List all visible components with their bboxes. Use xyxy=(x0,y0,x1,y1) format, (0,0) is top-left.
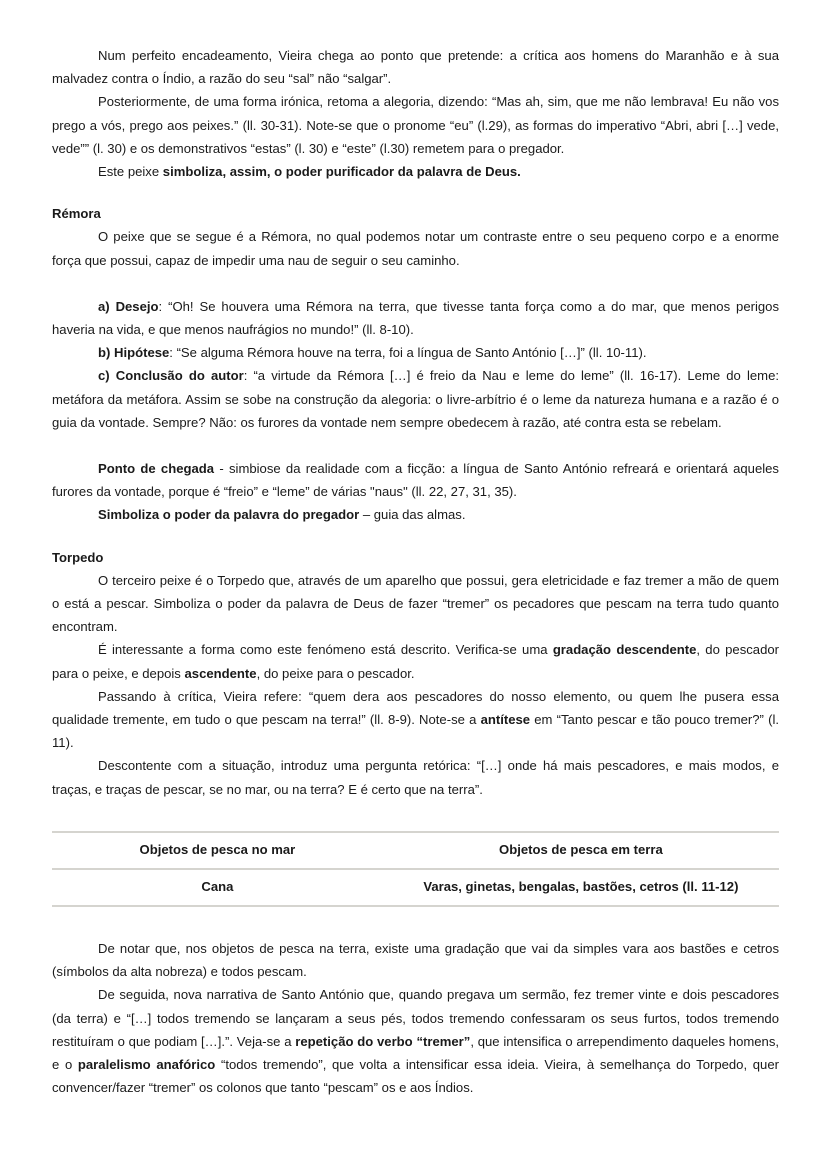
document-body xyxy=(52,44,779,1099)
de-seguida-d: “todos tremendo”, que volta a intensificar essa ideia. Vieira, à semelhança do Torpedo, quer convencer/fazer “tremer” os colonos que tanto “pescam” os e aos Índios. xyxy=(52,1056,779,1096)
paragraph-remora-conclusao xyxy=(52,364,779,434)
de-seguida-repeticao: repetição do verbo “tremer” xyxy=(295,1033,471,1049)
paragraph-de-notar xyxy=(52,937,779,983)
torpedo-critica-antitese: antítese xyxy=(480,712,531,728)
torpedo-critica-a: Passando à crítica, Vieira refere: “quem dera aos pescadores do nosso elemento, ou quem lhe pusera essa qualidade tremente, em tudo o que pescam na terra!” (ll. 8-9). Note-se a xyxy=(52,688,779,728)
remora-desejo-text: : “Oh! Se houvera uma Rémora na terra, que tivesse tanta força como a do mar, que menos perigos haveria na vida, e que menos naufrágios no mundo!” (ll. 8-10). xyxy=(52,298,780,338)
paragraph-remora-intro xyxy=(52,225,779,271)
torpedo-gradacao-ascendente: ascendente xyxy=(184,665,257,681)
torpedo-gradacao-a: É interessante a forma como este fenómeno está descrito. Verifica-se uma xyxy=(98,642,553,658)
table-header-terra: Objetos de pesca em terra xyxy=(499,841,663,857)
de-seguida-a: De seguida, nova narrativa de Santo António que, quando pregava um sermão, fez tremer vinte e dois pescadores (da terra) e “[…] todos tremendo se lançaram a seus pés, todos tremendo confessaram os seus furtos, todos tremendo restituíram o que podiam […].”. Veja-se a xyxy=(52,987,779,1049)
spacer-before-desejo xyxy=(52,272,779,295)
remora-conclusao-label: c) Conclusão do autor xyxy=(98,368,244,384)
torpedo-intro-text: O terceiro peixe é o Torpedo que, através de um aparelho que possui, gera eletricidade e faz tremer a mão de quem o está a pescar. Simboliza o poder da palavra de Deus de fazer “tremer” os pecadores que pescam na terra tudo quanto encontram. xyxy=(52,572,779,635)
torpedo-critica-c: em “Tanto pescar e tão pouco tremer?” (l. 11). xyxy=(52,712,779,751)
ponto-chegada-label: Ponto de chegada xyxy=(98,461,215,477)
spacer-after-table xyxy=(52,907,779,937)
remora-hipotese-label: b) Hipótese xyxy=(98,345,170,361)
paragraph-este-peixe xyxy=(52,160,779,183)
table-header-row xyxy=(52,832,779,869)
spacer-before-ponto-chegada xyxy=(52,434,779,457)
table-row xyxy=(52,869,779,906)
paragraph-de-seguida xyxy=(52,983,779,1099)
remora-desejo-label: a) Desejo xyxy=(98,298,159,314)
de-seguida-paralelismo: paralelismo anafórico xyxy=(77,1056,216,1072)
torpedo-gradacao-descendente: gradação descendente xyxy=(552,642,697,658)
remora-conclusao-text: : “a virtude da Rémora […] é freio da Nau e leme do leme” (ll. 16-17). Leme do leme: metáfora da metáfora. Assim se sobe na construção da alegoria: o livre-arbítrio é o leme da natureza humana e a razão é o guia da vontade. Sempre? Não: os furores da vontade nem sempre obedecem à razão, até contra esta se rebelam. xyxy=(52,368,779,430)
spacer-before-torpedo xyxy=(52,527,779,546)
este-peixe-bold: simboliza, assim, o poder purificador da palavra de Deus. xyxy=(162,164,521,180)
table-cell-terra: Varas, ginetas, bengalas, bastões, cetros (ll. 11-12) xyxy=(423,878,739,894)
paragraph-posteriormente-text: Posteriormente, de uma forma irónica, retoma a alegoria, dizendo: “Mas ah, sim, que me não lembrava! Eu não vos prego a vós, prego aos peixes.” (ll. 30-31). Note-se que o pronome “eu” (l.29), as formas do imperativo “Abri, abri […] vede, vede”” (l. 30) e os demonstrativos “estas” (l. 30) e “este” (l.30) remetem para o pregador. xyxy=(52,94,779,156)
paragraph-ponto-chegada xyxy=(52,457,779,503)
remora-hipotese-text: : “Se alguma Rémora houve na terra, foi a língua de Santo António […]” (ll. 10-11). xyxy=(169,345,647,361)
paragraph-torpedo-gradacao xyxy=(52,638,779,684)
table-objetos-de-pesca xyxy=(52,831,779,907)
paragraph-remora-hipotese xyxy=(52,341,779,364)
de-seguida-c: , que intensifica o arrependimento daqueles homens, e o xyxy=(52,1033,780,1072)
este-peixe-lead: Este peixe xyxy=(98,164,163,180)
paragraph-encadeamento xyxy=(52,44,779,90)
spacer-before-table xyxy=(52,801,779,831)
table-header-mar: Objetos de pesca no mar xyxy=(139,841,296,857)
paragraph-encadeamento-text: Num perfeito encadeamento, Vieira chega ao ponto que pretende: a crítica aos homens do Maranhão e à sua malvadez contra o Índio, a razão do seu “sal” não “salgar”. xyxy=(52,48,779,87)
section-heading-torpedo: Torpedo xyxy=(52,549,104,565)
paragraph-posteriormente xyxy=(52,90,779,160)
paragraph-simboliza-pregador xyxy=(52,503,779,526)
ponto-chegada-text: - simbiose da realidade com a ficção: a língua de Santo António refreará e orientará aqueles furores da vontade, porque é “freio” e “leme” de várias "naus" (ll. 22, 27, 31, 35). xyxy=(52,461,779,500)
de-notar-text: De notar que, nos objetos de pesca na terra, existe uma gradação que vai da simples vara aos bastões e cetros (símbolos da alta nobreza) e todos pescam. xyxy=(52,940,779,980)
paragraph-torpedo-intro xyxy=(52,569,779,639)
torpedo-gradacao-c: , do pescador para o peixe, e depois xyxy=(52,642,780,681)
simboliza-pregador-text: – guia das almas. xyxy=(359,507,466,523)
section-heading-remora: Rémora xyxy=(52,206,101,222)
paragraph-torpedo-critica xyxy=(52,685,779,755)
torpedo-gradacao-d: , do peixe para o pescador. xyxy=(256,665,415,681)
remora-intro-text: O peixe que se segue é a Rémora, no qual podemos notar um contraste entre o seu pequeno corpo e a enorme força que possui, capaz de impedir uma nau de seguir o seu caminho. xyxy=(52,229,779,268)
table-cell-mar: Cana xyxy=(201,878,234,894)
spacer-before-remora xyxy=(52,183,779,202)
paragraph-remora-desejo xyxy=(52,295,779,341)
paragraph-torpedo-retorica xyxy=(52,754,779,800)
torpedo-retorica-text: Descontente com a situação, introduz uma pergunta retórica: “[…] onde há mais pescadores, e mais modos, e traças, e traças de pescar, se no mar, ou na terra? E é certo que na terra”. xyxy=(52,758,779,797)
simboliza-pregador-label: Simboliza o poder da palavra do pregador xyxy=(98,507,360,523)
